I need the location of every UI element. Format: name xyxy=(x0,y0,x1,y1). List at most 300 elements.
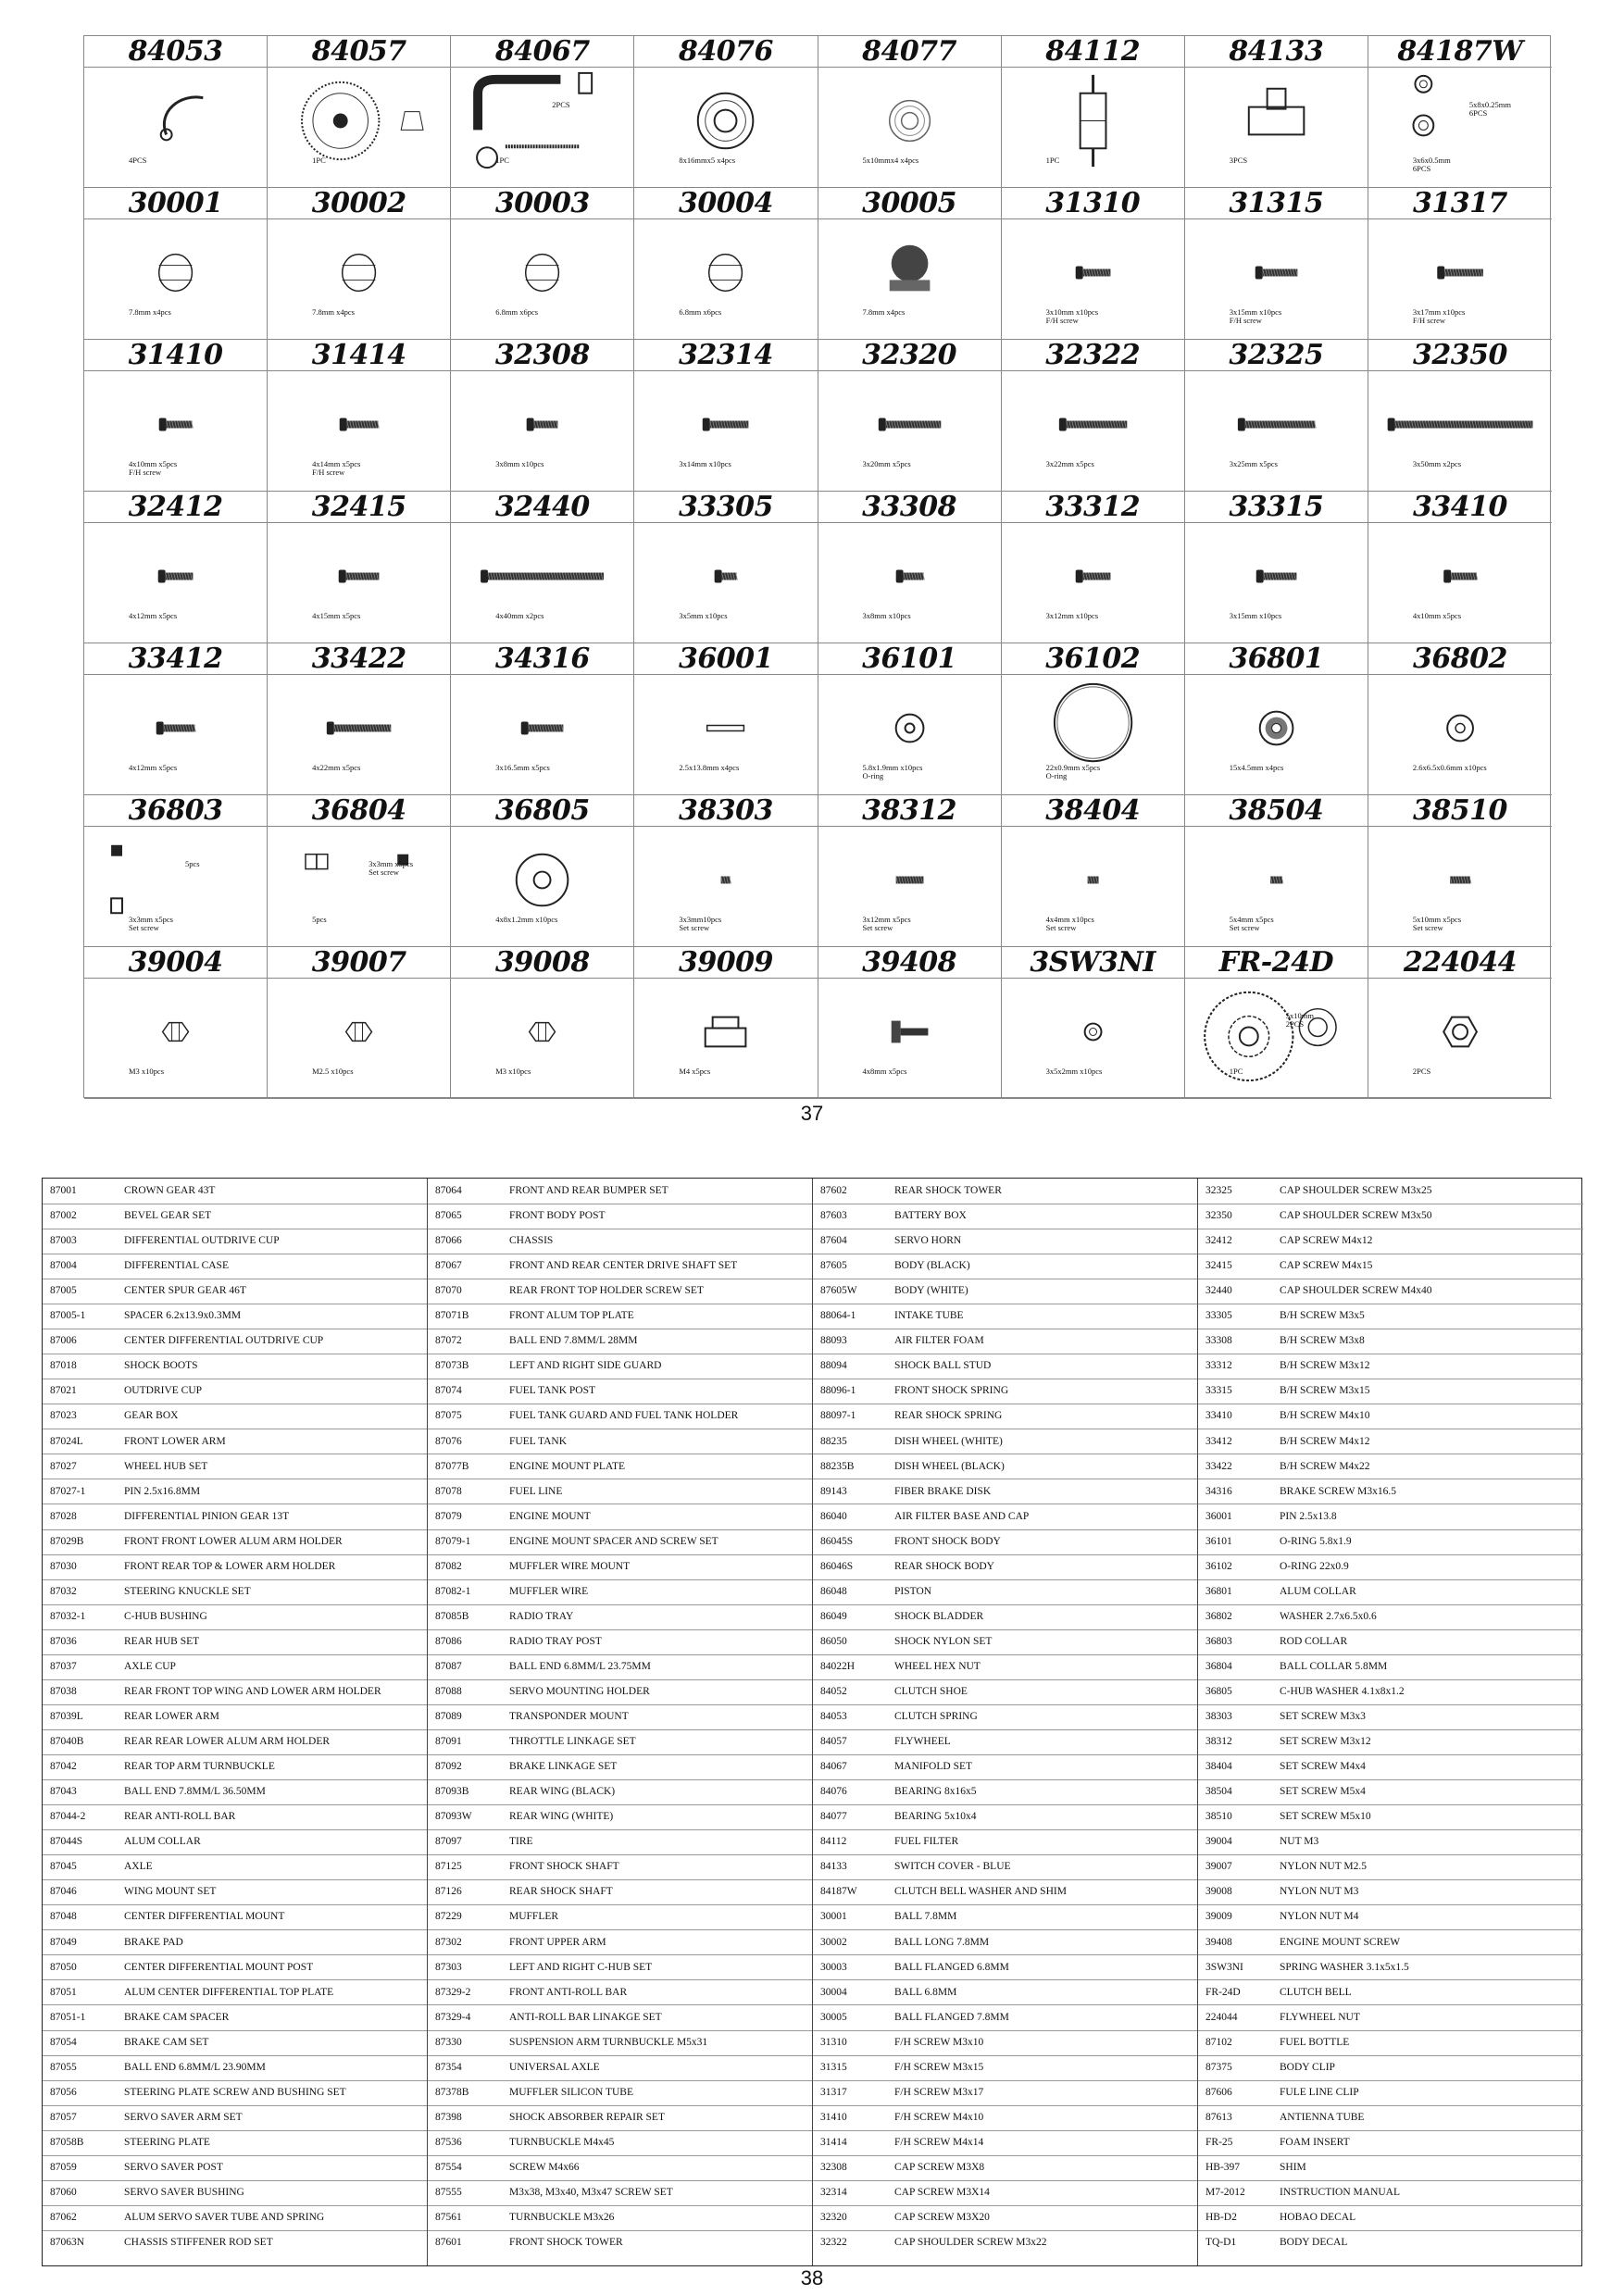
table-row xyxy=(428,1429,812,1455)
part-number: 39008 xyxy=(451,947,633,979)
part-quantity-label: 3x15mm x10pcs F/H screw xyxy=(1229,306,1282,325)
part-cell xyxy=(634,188,818,340)
part-number: 87064 xyxy=(435,1185,462,1196)
part-number: FR-25 xyxy=(1206,2136,1233,2148)
part-quantity-label: 4x4mm x10pcs Set screw xyxy=(1045,914,1094,932)
part-number: 87398 xyxy=(435,2111,462,2123)
table-row xyxy=(1198,1654,1583,1680)
part-number: 87093W xyxy=(435,1811,472,1823)
part-description: REAR WING (BLACK) xyxy=(509,1786,616,1798)
part-number: 87038 xyxy=(50,1686,77,1697)
part-description: B/H SCREW M3x8 xyxy=(1280,1335,1365,1347)
table-row xyxy=(813,2005,1197,2031)
part-description: PISTON xyxy=(894,1585,932,1597)
part-description: REAR SHOCK SHAFT xyxy=(509,1886,613,1898)
washer-icon xyxy=(1368,674,1552,794)
part-number: 84187W xyxy=(820,1886,857,1898)
part-number: 86050 xyxy=(820,1635,847,1647)
part-number: 31315 xyxy=(820,2061,847,2073)
part-number: 36802 xyxy=(1368,643,1552,675)
part-number: 87029B xyxy=(50,1535,84,1547)
part-cell xyxy=(634,492,818,643)
part-quantity-label: 3x16.5mm x5pcs xyxy=(495,762,550,772)
part-number: 36804 xyxy=(268,795,450,827)
part-quantity-label: 7.8mm x4pcs xyxy=(129,306,171,317)
part-cell xyxy=(634,643,818,795)
part-number: 87082 xyxy=(435,1560,462,1572)
part-number: 30001 xyxy=(84,188,267,219)
table-row xyxy=(428,1379,812,1404)
part-number: 36802 xyxy=(1206,1610,1232,1622)
part-description: REAR SHOCK TOWER xyxy=(894,1185,1002,1196)
table-row xyxy=(1198,1529,1583,1555)
part-number: 87037 xyxy=(50,1660,77,1672)
part-number: 87050 xyxy=(50,1961,77,1973)
part-description: CAP SCREW M3X20 xyxy=(894,2212,990,2224)
part-number: 87039L xyxy=(50,1711,83,1723)
part-description: INSTRUCTION MANUAL xyxy=(1280,2187,1401,2198)
part-quantity-label: 4x10mm x5pcs xyxy=(1412,610,1462,620)
part-description: BALL FLANGED 6.8MM xyxy=(894,1961,1009,1973)
part-number: 87086 xyxy=(435,1635,462,1647)
part-cell xyxy=(1002,36,1185,188)
table-row xyxy=(1198,2230,1583,2255)
table-row xyxy=(428,1304,812,1329)
part-cell xyxy=(634,340,818,492)
part-number: 32322 xyxy=(820,2237,847,2249)
part-description: GEAR BOX xyxy=(124,1410,179,1422)
pin-icon xyxy=(634,674,817,794)
part-description: SPRING WASHER 3.1x5x1.5 xyxy=(1280,1961,1409,1973)
part-description: MUFFLER xyxy=(509,1911,559,1923)
part-number: 32350 xyxy=(1368,340,1552,371)
part-number: 33308 xyxy=(1206,1335,1232,1347)
part-cell xyxy=(634,947,818,1099)
part-number: 87030 xyxy=(50,1560,77,1572)
part-number: 30003 xyxy=(820,1961,847,1973)
table-row xyxy=(813,1754,1197,1780)
part-cell xyxy=(1185,795,1368,947)
part-description: AXLE CUP xyxy=(124,1660,176,1672)
part-cell xyxy=(818,36,1002,188)
table-row xyxy=(43,1429,427,1455)
part-description: BEARING 5x10x4 xyxy=(894,1811,977,1823)
part-number: 88093 xyxy=(820,1335,847,1347)
part-number: 39004 xyxy=(1206,1836,1232,1848)
table-row xyxy=(428,1554,812,1580)
table-row xyxy=(813,1980,1197,2006)
part-cell xyxy=(1002,795,1185,947)
part-description: BEVEL GEAR SET xyxy=(124,1210,212,1222)
part-description: TURNBUCKLE M3x26 xyxy=(509,2212,615,2224)
table-row xyxy=(813,2205,1197,2231)
part-number: 33312 xyxy=(1206,1360,1232,1372)
screw-icon xyxy=(1185,522,1368,643)
part-number: 87036 xyxy=(50,1635,77,1647)
part-cell xyxy=(268,492,451,643)
part-number: 87023 xyxy=(50,1410,77,1422)
set-screw-icon xyxy=(634,826,817,946)
part-quantity-label: 3x14mm x10pcs xyxy=(679,458,731,468)
part-number: 31317 xyxy=(820,2086,847,2098)
table-row xyxy=(813,2130,1197,2156)
table-row xyxy=(428,2005,812,2031)
table-row xyxy=(43,2230,427,2255)
table-row xyxy=(813,1829,1197,1855)
table-row xyxy=(1198,1829,1583,1855)
part-quantity-label: 7.8mm x4pcs xyxy=(862,306,906,317)
part-description: FRONT FRONT LOWER ALUM ARM HOLDER xyxy=(124,1535,343,1547)
table-row xyxy=(43,1779,427,1805)
part-quantity-label: 3x8mm x10pcs xyxy=(495,458,544,468)
part-description: BALL FLANGED 7.8MM xyxy=(894,2011,1009,2023)
table-row xyxy=(1198,2105,1583,2131)
screw-icon xyxy=(634,522,817,643)
part-number: 87063N xyxy=(50,2237,85,2249)
part-quantity-label: 2PCS xyxy=(1412,1066,1431,1076)
part-description: FUEL LINE xyxy=(509,1485,563,1497)
table-row xyxy=(43,2130,427,2156)
part-cell xyxy=(818,340,1002,492)
part-number: 39007 xyxy=(1206,1861,1232,1873)
switch-cover-icon xyxy=(1185,67,1368,187)
part-description: BALL COLLAR 5.8MM xyxy=(1280,1660,1388,1672)
part-description: BALL END 6.8MM/L 23.75MM xyxy=(509,1660,651,1672)
part-number: 87058B xyxy=(50,2136,84,2148)
part-number: 87002 xyxy=(50,1210,77,1222)
screw-icon xyxy=(1002,522,1184,643)
part-description: FRONT AND REAR BUMPER SET xyxy=(509,1185,668,1196)
part-cell xyxy=(268,340,451,492)
part-description: LEFT AND RIGHT SIDE GUARD xyxy=(509,1360,662,1372)
table-row xyxy=(813,2030,1197,2056)
part-description: HOBAO DECAL xyxy=(1280,2212,1356,2224)
part-number: 86046S xyxy=(820,1560,854,1572)
part-number: 33410 xyxy=(1368,492,1552,523)
engine-mount-screw-icon xyxy=(818,978,1001,1098)
part-number: 87126 xyxy=(435,1886,462,1898)
part-cell xyxy=(451,947,634,1099)
part-cell xyxy=(1368,795,1552,947)
table-row xyxy=(1198,2030,1583,2056)
table-row xyxy=(428,1829,812,1855)
part-number: 87005 xyxy=(50,1285,77,1297)
part-number: 39009 xyxy=(1206,1911,1232,1923)
part-number: 87073B xyxy=(435,1360,469,1372)
table-row xyxy=(428,2030,812,2056)
part-description: LEFT AND RIGHT C-HUB SET xyxy=(509,1961,653,1973)
part-cell xyxy=(1185,947,1368,1099)
part-number: TQ-D1 xyxy=(1206,2237,1237,2249)
part-description: BODY DECAL xyxy=(1280,2237,1348,2249)
part-number: 87071B xyxy=(435,1310,469,1322)
table-row xyxy=(428,1904,812,1930)
table-row xyxy=(1198,2155,1583,2181)
part-number: 31414 xyxy=(820,2136,847,2148)
screw-icon xyxy=(1185,370,1368,491)
nut-icon xyxy=(451,978,633,1098)
page-number-37: 37 xyxy=(800,1102,824,1125)
part-cell xyxy=(634,795,818,947)
table-row xyxy=(43,1304,427,1329)
part-number: 39009 xyxy=(634,947,817,979)
part-description: BRAKE LINKAGE SET xyxy=(509,1761,618,1773)
part-cell xyxy=(451,795,634,947)
part-number: 87006 xyxy=(50,1335,77,1347)
part-quantity-label: M4 x5pcs xyxy=(679,1066,711,1076)
part-description: REAR FRONT TOP HOLDER SCREW SET xyxy=(509,1285,704,1297)
part-number: 88064-1 xyxy=(820,1310,856,1322)
part-description: SHIM xyxy=(1280,2161,1306,2173)
table-row xyxy=(813,1704,1197,1730)
part-number: 30002 xyxy=(268,188,450,219)
part-number: 87303 xyxy=(435,1961,462,1973)
part-description: BALL END 7.8MM/L 28MM xyxy=(509,1335,638,1347)
part-quantity-label: 4PCS xyxy=(129,155,147,165)
part-number: 32308 xyxy=(451,340,633,371)
table-row xyxy=(428,1329,812,1354)
table-row xyxy=(1198,1379,1583,1404)
part-description: NYLON NUT M3 xyxy=(1280,1886,1359,1898)
table-row xyxy=(428,1579,812,1605)
table-row xyxy=(43,1804,427,1830)
part-number: 31410 xyxy=(84,340,267,371)
part-number: 87048 xyxy=(50,1911,77,1923)
table-row xyxy=(43,1754,427,1780)
part-description: ENGINE MOUNT SPACER AND SCREW SET xyxy=(509,1535,718,1547)
part-number: 84112 xyxy=(1002,36,1184,68)
table-row xyxy=(428,1529,812,1555)
table-row xyxy=(1198,2005,1583,2031)
table-row xyxy=(813,2180,1197,2206)
part-number: 31414 xyxy=(268,340,450,371)
part-quantity-label: 2.6x6.5x0.6mm x10pcs xyxy=(1412,762,1487,772)
part-number: 30001 xyxy=(820,1911,847,1923)
part-quantity-label: 5x10mm x5pcs Set screw xyxy=(1412,914,1462,932)
part-number: 84133 xyxy=(1185,36,1368,68)
part-cell xyxy=(1002,492,1185,643)
part-number: 38303 xyxy=(634,795,817,827)
part-cell xyxy=(1368,188,1552,340)
part-description: C-HUB BUSHING xyxy=(124,1610,207,1622)
table-row xyxy=(43,1579,427,1605)
table-row xyxy=(43,2055,427,2081)
part-number: 31310 xyxy=(820,2036,847,2048)
part-number: 87042 xyxy=(50,1761,77,1773)
part-quantity-label: 5x4mm x5pcs Set screw xyxy=(1229,914,1274,932)
part-number: 87056 xyxy=(50,2086,77,2098)
part-number: 88235 xyxy=(820,1435,847,1447)
table-row xyxy=(813,1354,1197,1379)
part-number: 33315 xyxy=(1206,1385,1232,1397)
part-number: 224044 xyxy=(1368,947,1552,979)
part-number: 36101 xyxy=(818,643,1001,675)
part-number: 87375 xyxy=(1206,2061,1232,2073)
part-description: AXLE xyxy=(124,1861,153,1873)
part-cell xyxy=(451,188,634,340)
part-number: M7-2012 xyxy=(1206,2187,1245,2198)
set-screw-collar-icon xyxy=(84,826,267,946)
screw-icon xyxy=(1368,370,1552,491)
part-number: 87087 xyxy=(435,1660,462,1672)
table-row xyxy=(813,1504,1197,1530)
part-description: FRONT BODY POST xyxy=(509,1210,606,1222)
table-row xyxy=(43,1854,427,1880)
part-quantity-label: 15x4.5mm x4pcs xyxy=(1229,762,1284,772)
clutch-bell-bearing-icon xyxy=(1185,978,1368,1098)
part-number: 224044 xyxy=(1206,2011,1238,2023)
part-number: 32308 xyxy=(820,2161,847,2173)
part-number: 33305 xyxy=(1206,1310,1232,1322)
part-number: 87604 xyxy=(820,1235,847,1247)
table-row xyxy=(43,1904,427,1930)
part-description: F/H SCREW M3x17 xyxy=(894,2086,984,2098)
part-number: 33412 xyxy=(84,643,267,675)
part-number: 33422 xyxy=(1206,1460,1232,1472)
part-number: 87028 xyxy=(50,1510,77,1522)
part-description: FRONT ANTI-ROLL BAR xyxy=(509,1986,628,1998)
table-row xyxy=(43,1404,427,1429)
part-number: 84052 xyxy=(820,1686,847,1697)
screw-icon xyxy=(268,674,450,794)
table-row xyxy=(43,2180,427,2206)
table-row xyxy=(43,1529,427,1555)
table-row xyxy=(428,1279,812,1304)
part-quantity-label: 3x25mm x5pcs xyxy=(1229,458,1278,468)
part-cell xyxy=(634,36,818,188)
table-row xyxy=(813,1804,1197,1830)
part-number: 36805 xyxy=(1206,1686,1232,1697)
part-number: 32325 xyxy=(1206,1185,1232,1196)
part-number: 87079 xyxy=(435,1510,462,1522)
part-number: 88094 xyxy=(820,1360,847,1372)
table-row xyxy=(428,2205,812,2231)
part-cell xyxy=(451,492,634,643)
part-number: 87024L xyxy=(50,1435,83,1447)
part-description: STEERING PLATE xyxy=(124,2136,210,2148)
nut-icon xyxy=(268,978,450,1098)
part-quantity-label: 1PC xyxy=(1229,1066,1243,1076)
grid-row xyxy=(84,492,1550,643)
table-row xyxy=(1198,1504,1583,1530)
part-description: FLYWHEEL xyxy=(894,1736,951,1748)
part-description: C-HUB WASHER 4.1x8x1.2 xyxy=(1280,1686,1405,1697)
part-description: FOAM INSERT xyxy=(1280,2136,1350,2148)
part-description: BALL END 6.8MM/L 23.90MM xyxy=(124,2061,266,2073)
part-cell xyxy=(451,340,634,492)
table-row xyxy=(428,2080,812,2106)
table-row xyxy=(1198,1804,1583,1830)
table-row xyxy=(1198,1554,1583,1580)
part-cell xyxy=(1368,643,1552,795)
part-description: REAR LOWER ARM xyxy=(124,1711,219,1723)
part-number: 87092 xyxy=(435,1761,462,1773)
part-description: MUFFLER SILICON TUBE xyxy=(509,2086,633,2098)
table-row xyxy=(813,1679,1197,1705)
part-quantity-label: 3x3mm x5pcs Set screw xyxy=(129,914,173,932)
part-number: 39007 xyxy=(268,947,450,979)
part-number: 87097 xyxy=(435,1836,462,1848)
table-row xyxy=(813,1204,1197,1229)
part-number: 38303 xyxy=(1206,1711,1232,1723)
part-description: SET SCREW M4x4 xyxy=(1280,1761,1366,1773)
part-quantity-label: 6.8mm x6pcs xyxy=(679,306,722,317)
washer-large-icon xyxy=(451,826,633,946)
table-row xyxy=(1198,1879,1583,1905)
grid-row xyxy=(84,188,1550,340)
table-row xyxy=(1198,1454,1583,1480)
part-number: 39004 xyxy=(84,947,267,979)
table-row xyxy=(813,1304,1197,1329)
part-cell xyxy=(818,643,1002,795)
table-row xyxy=(813,1329,1197,1354)
part-description: BATTERY BOX xyxy=(894,1210,967,1222)
table-row xyxy=(428,1504,812,1530)
table-row xyxy=(813,1955,1197,1981)
part-number: 84076 xyxy=(634,36,817,68)
table-row xyxy=(428,2105,812,2131)
table-row xyxy=(43,1379,427,1404)
part-number: 87602 xyxy=(820,1185,847,1196)
part-number: 38404 xyxy=(1206,1761,1232,1773)
part-description: O-RING 22x0.9 xyxy=(1280,1560,1349,1572)
table-row xyxy=(43,1604,427,1630)
part-description: ENGINE MOUNT PLATE xyxy=(509,1460,626,1472)
collar-icon xyxy=(1185,674,1368,794)
table-row xyxy=(428,2055,812,2081)
table-row xyxy=(1198,1254,1583,1279)
part-number: 84067 xyxy=(820,1761,847,1773)
table-row xyxy=(1198,1429,1583,1455)
part-quantity-label-secondary: 5x10mm 2PCS xyxy=(1285,1010,1314,1029)
part-description: SERVO MOUNTING HOLDER xyxy=(509,1686,650,1697)
table-row xyxy=(43,1229,427,1254)
part-number: 36101 xyxy=(1206,1535,1232,1547)
part-description: BRAKE CAM SPACER xyxy=(124,2011,230,2023)
part-cell xyxy=(1368,492,1552,643)
part-number: 36001 xyxy=(1206,1510,1232,1522)
part-description: STEERING KNUCKLE SET xyxy=(124,1585,251,1597)
part-description: SET SCREW M5x4 xyxy=(1280,1786,1366,1798)
table-row xyxy=(1198,1704,1583,1730)
part-quantity-label: 4x8x1.2mm x10pcs xyxy=(495,914,558,924)
part-description: CROWN GEAR 43T xyxy=(124,1185,216,1196)
part-cell xyxy=(818,947,1002,1099)
spring-washer-icon xyxy=(1002,978,1184,1098)
table-row xyxy=(1198,1204,1583,1229)
part-description: ANTI-ROLL BAR LINAKGE SET xyxy=(509,2011,662,2023)
table-row xyxy=(1198,1754,1583,1780)
part-cell xyxy=(818,188,1002,340)
part-quantity-label: 8x16mmx5 x4pcs xyxy=(679,155,736,165)
nut-icon xyxy=(84,978,267,1098)
part-number: 38510 xyxy=(1206,1811,1232,1823)
part-quantity-label: 4x14mm x5pcs F/H screw xyxy=(312,458,361,477)
part-number: 87102 xyxy=(1206,2036,1232,2048)
table-row xyxy=(1198,1955,1583,1981)
table-row xyxy=(1198,1179,1583,1204)
part-cell xyxy=(268,643,451,795)
part-description: BRAKE SCREW M3x16.5 xyxy=(1280,1485,1396,1497)
part-description: F/H SCREW M4x14 xyxy=(894,2136,984,2148)
part-description: BRAKE CAM SET xyxy=(124,2036,209,2048)
part-description: ALUM SERVO SAVER TUBE AND SPRING xyxy=(124,2212,325,2224)
part-cell xyxy=(84,340,268,492)
part-quantity-label: 4x10mm x5pcs F/H screw xyxy=(129,458,178,477)
part-quantity-label: 3x10mm x10pcs F/H screw xyxy=(1045,306,1099,325)
part-description: DIFFERENTIAL OUTDRIVE CUP xyxy=(124,1235,280,1247)
table-row xyxy=(43,1179,427,1204)
